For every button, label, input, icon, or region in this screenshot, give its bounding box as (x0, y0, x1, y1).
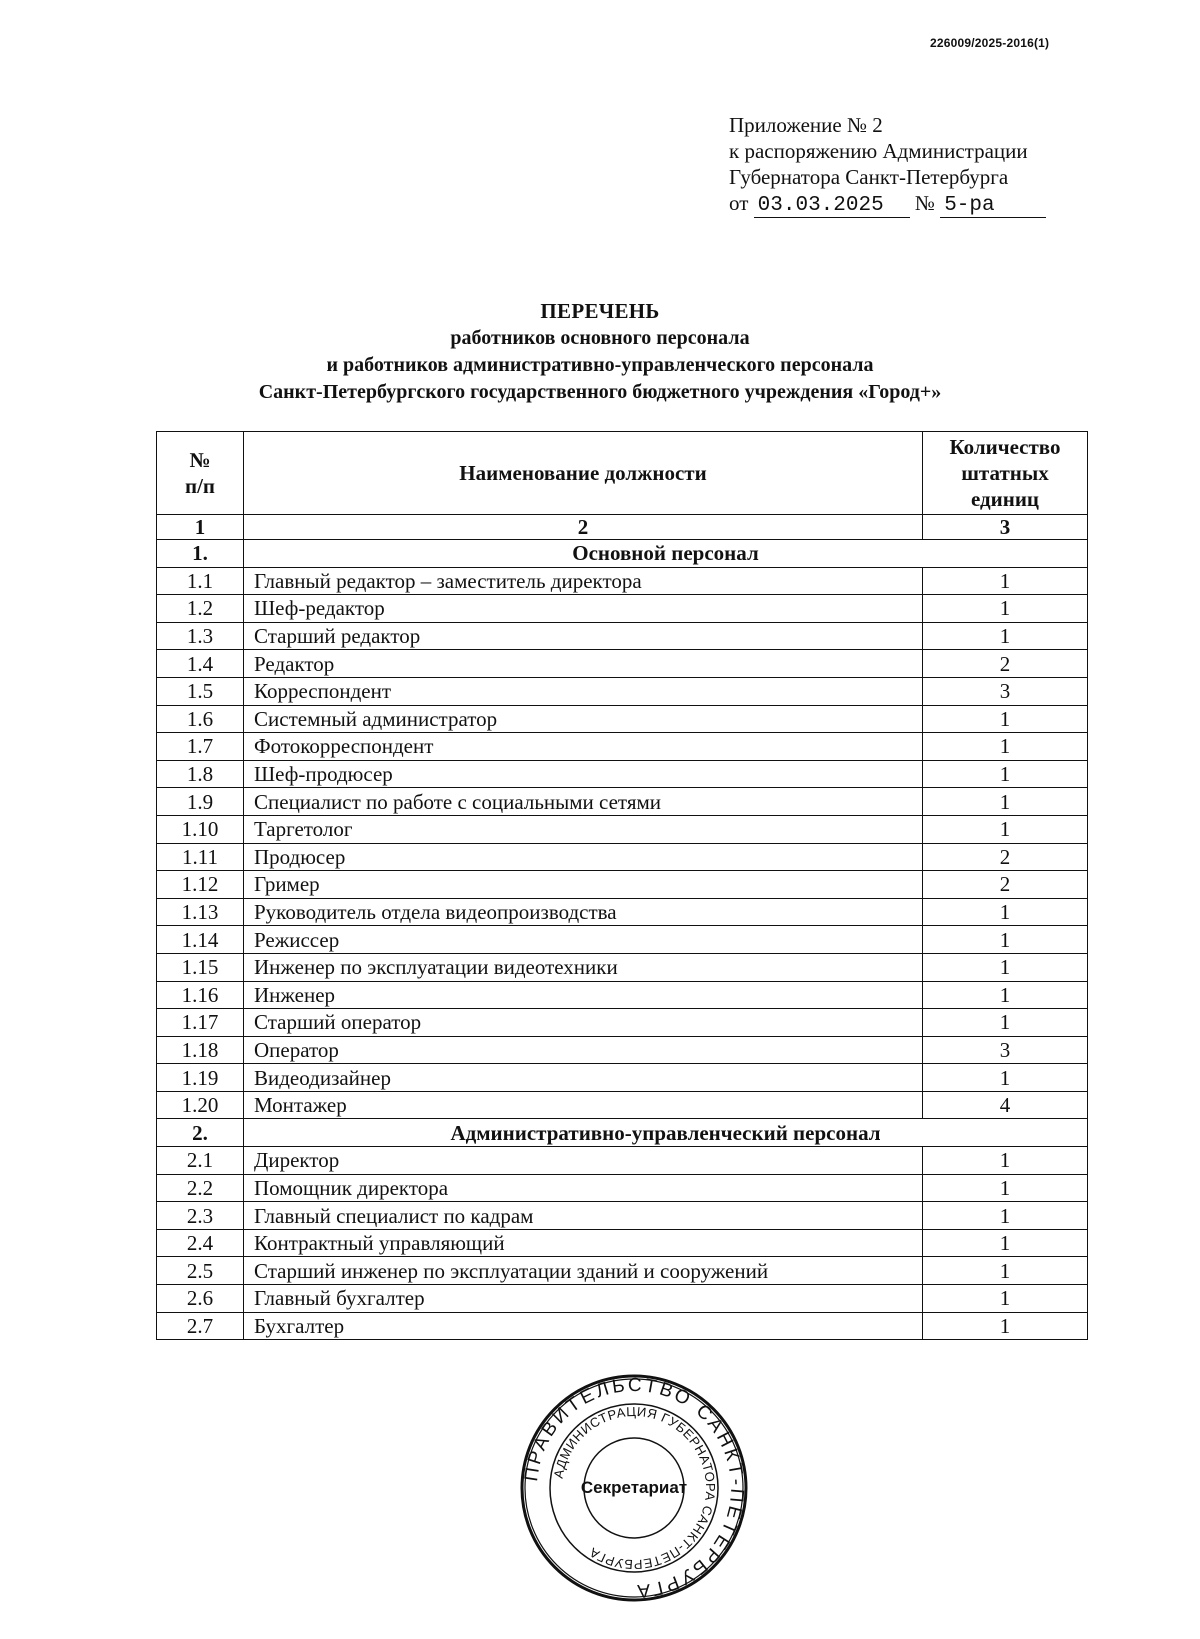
row-number: 1.2 (157, 595, 244, 623)
staff-count: 1 (923, 926, 1088, 954)
staff-count: 2 (923, 650, 1088, 678)
position-name: Специалист по работе с социальными сетями (244, 788, 923, 816)
staff-count: 1 (923, 953, 1088, 981)
row-number: 1.12 (157, 871, 244, 899)
table-row (157, 898, 1088, 926)
position-name: Инженер (244, 981, 923, 1009)
staff-count: 1 (923, 815, 1088, 843)
staff-count: 1 (923, 1257, 1088, 1285)
section-number: 2. (157, 1119, 244, 1147)
title-line-3: и работников административно-управленческого персонала (326, 354, 874, 376)
row-number: 1.10 (157, 815, 244, 843)
staff-count: 1 (923, 622, 1088, 650)
row-number: 1.5 (157, 677, 244, 705)
title-line-2: работников основного персонала (450, 327, 750, 349)
row-number: 1.14 (157, 926, 244, 954)
row-number: 2.5 (157, 1257, 244, 1285)
section-row (157, 1119, 1088, 1147)
table-body (157, 540, 1088, 1340)
staff-count: 1 (923, 1285, 1088, 1313)
row-number: 2.2 (157, 1174, 244, 1202)
seal-stamp (519, 1373, 749, 1603)
position-name: Главный редактор – заместитель директора (244, 567, 923, 595)
staff-count: 1 (923, 1064, 1088, 1092)
row-number: 1.3 (157, 622, 244, 650)
table-row (157, 1036, 1088, 1064)
column-numbers-row (157, 515, 1088, 540)
column-number-2: 2 (244, 515, 923, 540)
position-name: Старший оператор (244, 1009, 923, 1037)
section-number: 1. (157, 540, 244, 568)
document-title (150, 298, 1050, 406)
row-number: 1.17 (157, 1009, 244, 1037)
row-number: 2.1 (157, 1147, 244, 1175)
row-number: 1.11 (157, 843, 244, 871)
order-number: 5-ра (940, 195, 1046, 218)
table-row (157, 815, 1088, 843)
staff-table (156, 431, 1088, 1340)
staff-count: 1 (923, 1202, 1088, 1230)
position-name: Инженер по эксплуатации видеотехники (244, 953, 923, 981)
table-row (157, 953, 1088, 981)
position-name: Режиссер (244, 926, 923, 954)
position-name: Системный администратор (244, 705, 923, 733)
table-row (157, 1257, 1088, 1285)
staff-count: 1 (923, 1174, 1088, 1202)
staff-count: 1 (923, 1229, 1088, 1257)
position-name: Бухгалтер (244, 1312, 923, 1340)
table-row (157, 1091, 1088, 1119)
table-row (157, 705, 1088, 733)
row-number: 1.8 (157, 760, 244, 788)
row-number: 1.19 (157, 1064, 244, 1092)
staff-count: 1 (923, 788, 1088, 816)
row-number: 1.18 (157, 1036, 244, 1064)
row-number: 1.7 (157, 733, 244, 761)
position-name: Руководитель отдела видеопроизводства (244, 898, 923, 926)
staff-count: 1 (923, 898, 1088, 926)
appendix-date-line (729, 190, 1046, 218)
staff-count: 1 (923, 705, 1088, 733)
position-name: Директор (244, 1147, 923, 1175)
staff-count: 4 (923, 1091, 1088, 1119)
position-name: Редактор (244, 650, 923, 678)
table-row (157, 1147, 1088, 1175)
position-name: Продюсер (244, 843, 923, 871)
section-name: Административно-управленческий персонал (244, 1119, 1088, 1147)
header-position: Наименование должности (244, 432, 923, 515)
staff-count: 1 (923, 733, 1088, 761)
table-row (157, 567, 1088, 595)
number-prefix: № (914, 191, 935, 215)
position-name: Главный специалист по кадрам (244, 1202, 923, 1230)
position-name: Шеф-редактор (244, 595, 923, 623)
position-name: Шеф-продюсер (244, 760, 923, 788)
row-number: 1.6 (157, 705, 244, 733)
appendix-line-3: Губернатора Санкт-Петербурга (729, 165, 1009, 189)
document-number: 226009/2025-2016(1) (930, 36, 1050, 50)
table-row (157, 1064, 1088, 1092)
table-row (157, 843, 1088, 871)
staff-count: 3 (923, 677, 1088, 705)
table-row (157, 622, 1088, 650)
position-name: Контрактный управляющий (244, 1229, 923, 1257)
staff-count: 1 (923, 567, 1088, 595)
row-number: 2.3 (157, 1202, 244, 1230)
position-name: Таргетолог (244, 815, 923, 843)
staff-count: 1 (923, 1312, 1088, 1340)
stamp-center-text: Секретариат (580, 1478, 688, 1497)
position-name: Оператор (244, 1036, 923, 1064)
title-main: ПЕРЕЧЕНЬ (540, 299, 660, 323)
position-name: Гример (244, 871, 923, 899)
section-row (157, 540, 1088, 568)
title-line-4: Санкт-Петербургского государственного бюджетного учреждения «Город+» (258, 381, 942, 403)
table-row (157, 595, 1088, 623)
row-number: 1.16 (157, 981, 244, 1009)
row-number: 2.4 (157, 1229, 244, 1257)
table-row (157, 1202, 1088, 1230)
staff-count: 2 (923, 871, 1088, 899)
date-prefix: от (729, 191, 749, 215)
position-name: Старший редактор (244, 622, 923, 650)
column-number-1: 1 (157, 515, 244, 540)
staff-count: 1 (923, 981, 1088, 1009)
table-row (157, 1229, 1088, 1257)
section-name: Основной персонал (244, 540, 1088, 568)
table-row (157, 1174, 1088, 1202)
table-row (157, 981, 1088, 1009)
table-row (157, 760, 1088, 788)
position-name: Корреспондент (244, 677, 923, 705)
staff-count: 1 (923, 760, 1088, 788)
table-row (157, 871, 1088, 899)
table-row (157, 733, 1088, 761)
appendix-line-2: к распоряжению Администрации (729, 139, 1028, 163)
staff-count: 2 (923, 843, 1088, 871)
table-row (157, 1312, 1088, 1340)
header-count: Количество штатных единиц (923, 432, 1088, 515)
staff-count: 3 (923, 1036, 1088, 1064)
table-header-row (157, 432, 1088, 515)
position-name: Старший инженер по эксплуатации зданий и сооружений (244, 1257, 923, 1285)
staff-count: 1 (923, 1147, 1088, 1175)
staff-count: 1 (923, 1009, 1088, 1037)
row-number: 2.6 (157, 1285, 244, 1313)
position-name: Главный бухгалтер (244, 1285, 923, 1313)
row-number: 1.15 (157, 953, 244, 981)
row-number: 2.7 (157, 1312, 244, 1340)
position-name: Видеодизайнер (244, 1064, 923, 1092)
table-row (157, 650, 1088, 678)
stamp-inner-text: АДМИНИСТРАЦИЯ ГУБЕРНАТОРА САНКТ-ПЕТЕРБУРГА (550, 1403, 719, 1573)
table-row (157, 1009, 1088, 1037)
appendix-line-1: Приложение № 2 (729, 113, 883, 137)
table-row (157, 1285, 1088, 1313)
header-num: № п/п (157, 432, 244, 515)
column-number-3: 3 (923, 515, 1088, 540)
appendix-block (729, 112, 1046, 218)
position-name: Фотокорреспондент (244, 733, 923, 761)
staff-count: 1 (923, 595, 1088, 623)
position-name: Помощник директора (244, 1174, 923, 1202)
row-number: 1.1 (157, 567, 244, 595)
table-row (157, 677, 1088, 705)
table-row (157, 788, 1088, 816)
row-number: 1.4 (157, 650, 244, 678)
position-name: Монтажер (244, 1091, 923, 1119)
order-date: 03.03.2025 (754, 195, 910, 218)
row-number: 1.20 (157, 1091, 244, 1119)
row-number: 1.13 (157, 898, 244, 926)
row-number: 1.9 (157, 788, 244, 816)
stamp-outer-text: ПРАВИТЕЛЬСТВО САНКТ-ПЕТЕРБУРГА (521, 1374, 748, 1602)
table-row (157, 926, 1088, 954)
